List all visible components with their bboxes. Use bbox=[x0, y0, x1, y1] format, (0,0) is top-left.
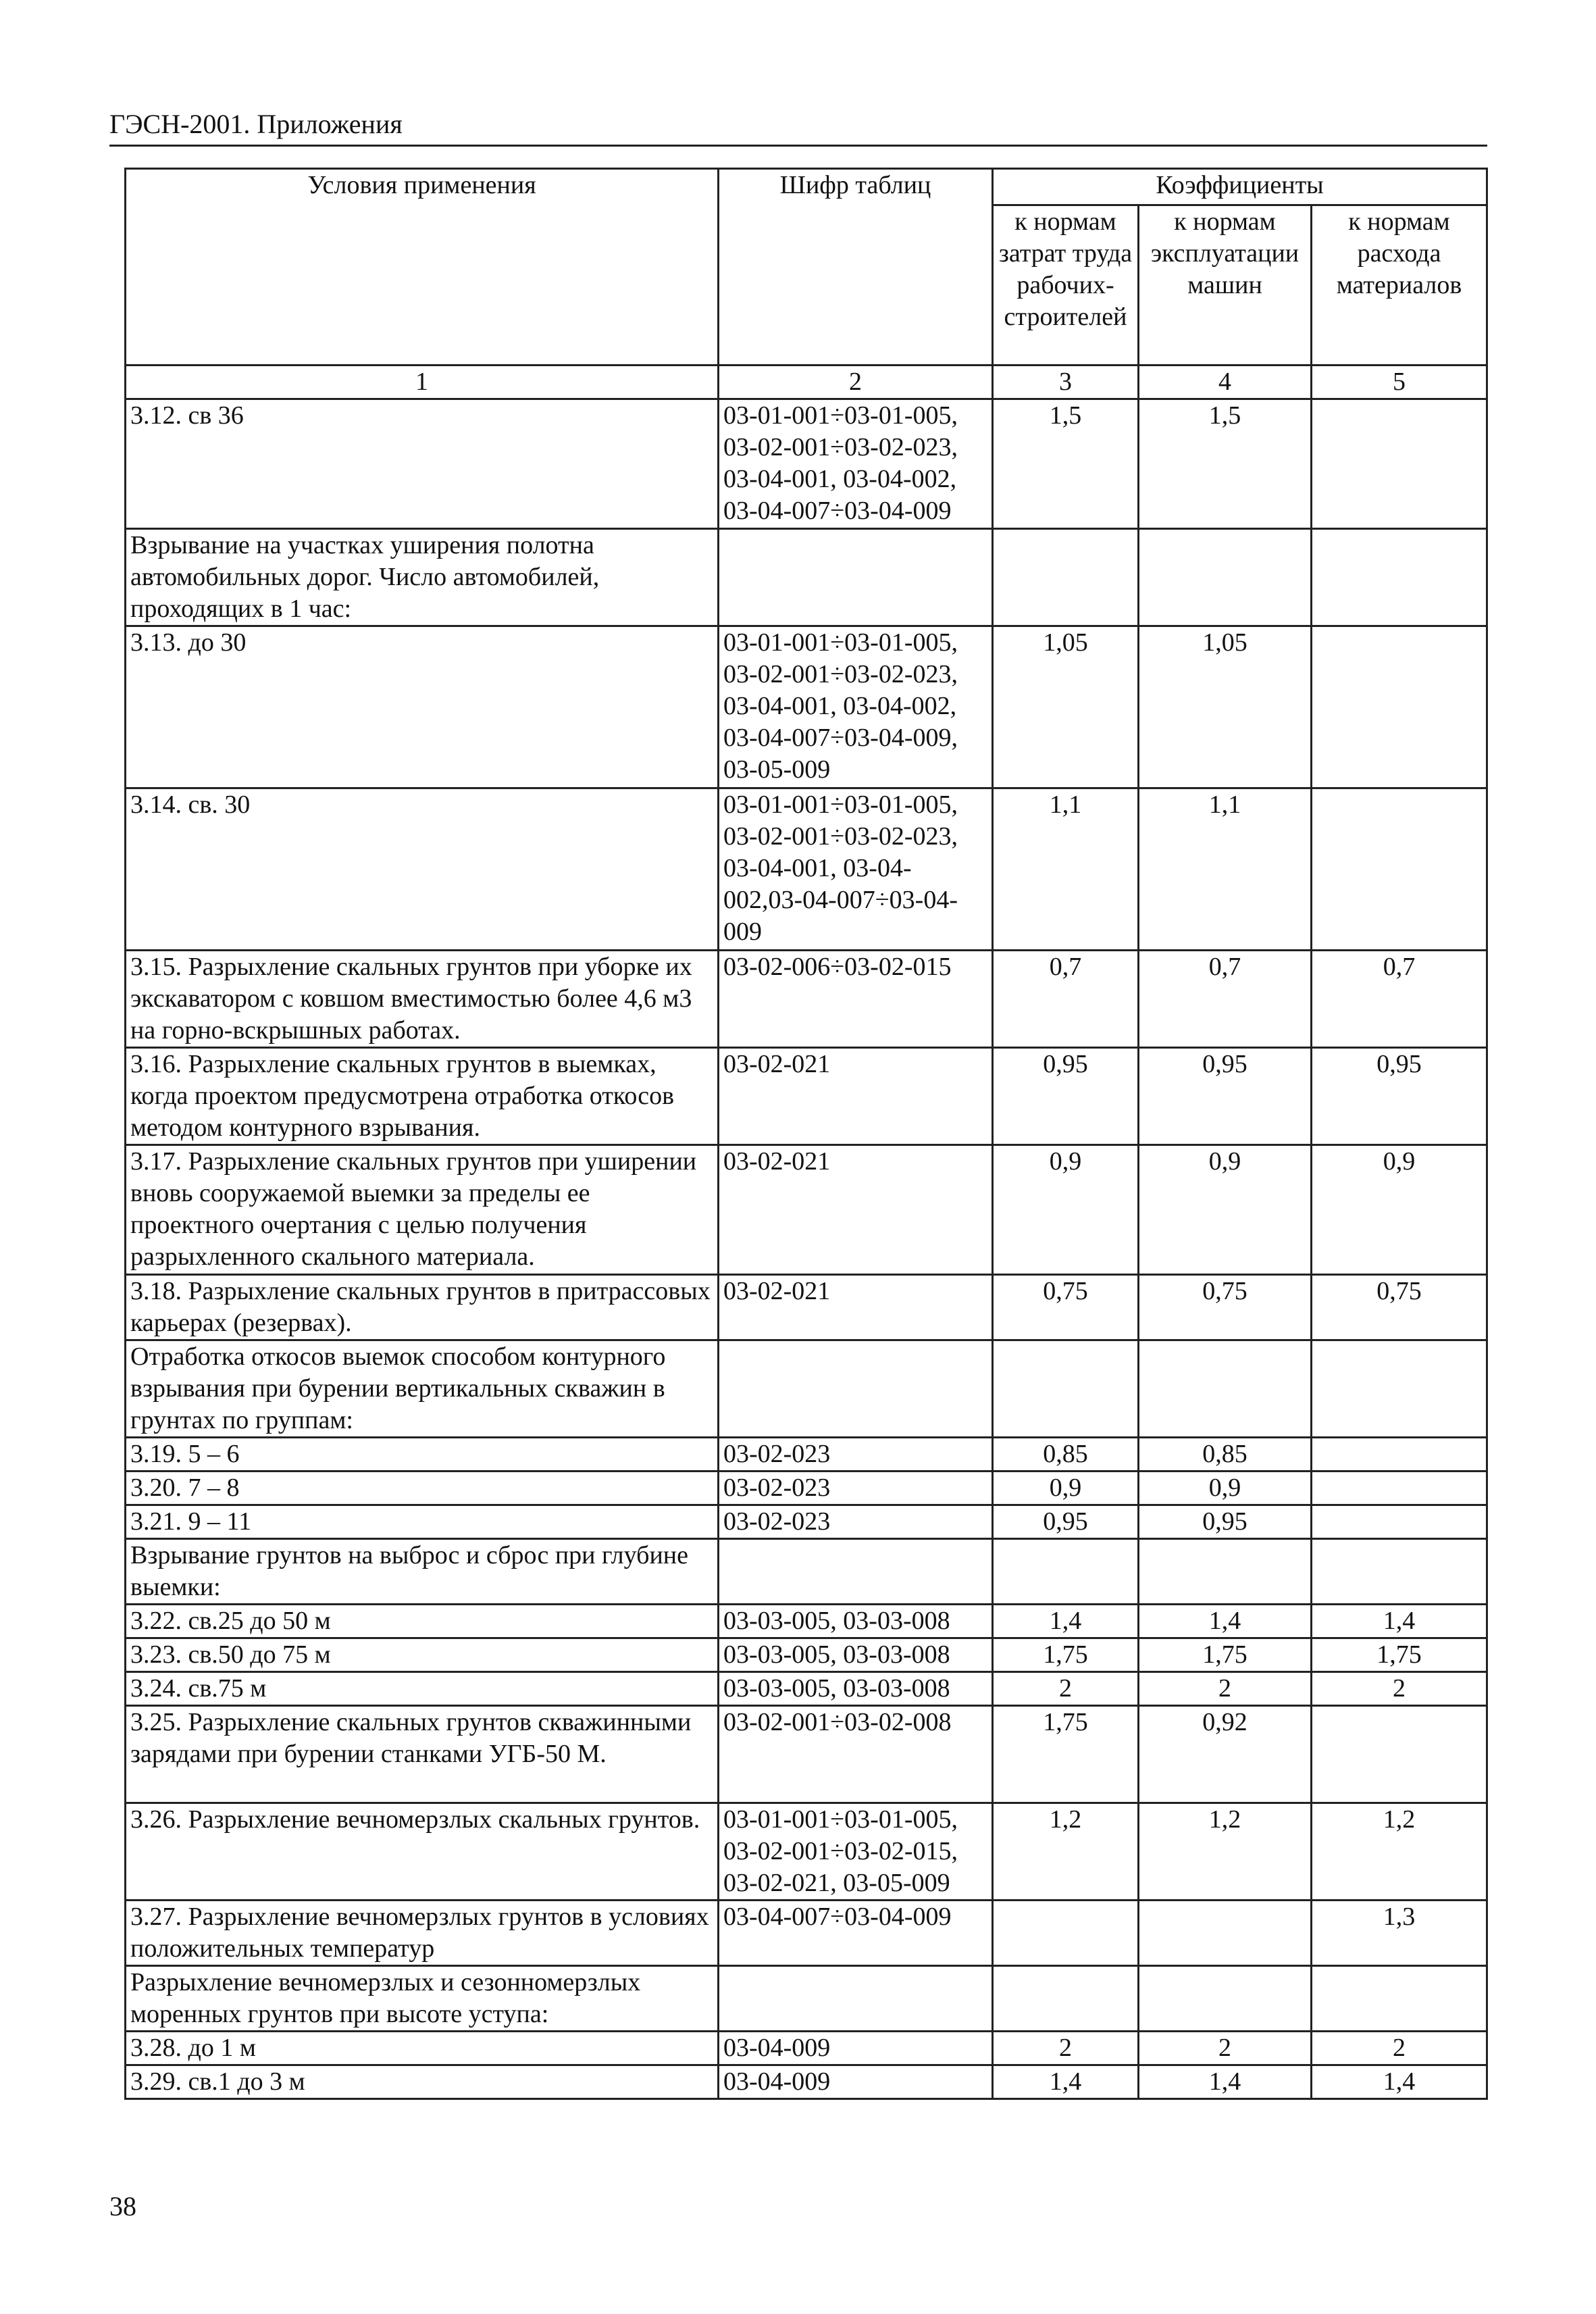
table-row bbox=[126, 1605, 1487, 1638]
row-condition: Отработка откосов выемок способом контурного взрывания при бурении вертикальных скважин в грунтах по группам: bbox=[126, 1340, 719, 1438]
row-table-code: 03-03-005, 03-03-008 bbox=[719, 1672, 993, 1706]
coefficients-table bbox=[124, 168, 1488, 2100]
row-condition: 3.15. Разрыхление скальных грунтов при уборке их экскаватором с ковшом вместимостью более 4,6 м3 на горно-вскрышных работах. bbox=[126, 951, 719, 1048]
header-rule bbox=[109, 145, 1487, 147]
row-coef-materials bbox=[1312, 626, 1487, 788]
header-num-5: 5 bbox=[1312, 366, 1487, 399]
row-coef-machines: 0,85 bbox=[1139, 1438, 1312, 1472]
row-coef-materials: 2 bbox=[1312, 2032, 1487, 2065]
row-coef-materials: 1,3 bbox=[1312, 1901, 1487, 1966]
row-coef-labor: 2 bbox=[993, 2032, 1139, 2065]
row-table-code: 03-04-009 bbox=[719, 2065, 993, 2099]
table-row bbox=[126, 1472, 1487, 1505]
row-condition: 3.21. 9 – 11 bbox=[126, 1505, 719, 1539]
row-condition: 3.18. Разрыхление скальных грунтов в притрассовых карьерах (резервах). bbox=[126, 1275, 719, 1340]
row-coef-labor: 0,95 bbox=[993, 1048, 1139, 1145]
row-coef-materials bbox=[1312, 1539, 1487, 1605]
row-coef-machines: 1,75 bbox=[1139, 1638, 1312, 1672]
row-coef-materials: 0,7 bbox=[1312, 951, 1487, 1048]
row-table-code: 03-02-021 bbox=[719, 1275, 993, 1340]
row-coef-materials bbox=[1312, 1472, 1487, 1505]
row-coef-machines: 0,7 bbox=[1139, 951, 1312, 1048]
row-table-code bbox=[719, 1966, 993, 2032]
row-table-code: 03-01-001÷03-01-005, 03-02-001÷03-02-023, 03-04-001, 03-04-002, 03-04-007÷03-04-009 bbox=[719, 399, 993, 529]
row-coef-machines bbox=[1139, 1901, 1312, 1966]
row-coef-machines: 0,95 bbox=[1139, 1505, 1312, 1539]
table-row bbox=[126, 1901, 1487, 1966]
row-condition: 3.20. 7 – 8 bbox=[126, 1472, 719, 1505]
row-coef-machines: 1,2 bbox=[1139, 1803, 1312, 1901]
row-coef-labor: 1,5 bbox=[993, 399, 1139, 529]
row-table-code: 03-02-001÷03-02-008 bbox=[719, 1706, 993, 1803]
row-coef-labor: 1,1 bbox=[993, 788, 1139, 951]
row-coef-labor: 1,75 bbox=[993, 1638, 1139, 1672]
page-number: 38 bbox=[109, 2191, 136, 2221]
row-condition: 3.14. св. 30 bbox=[126, 788, 719, 951]
row-coef-labor: 0,85 bbox=[993, 1438, 1139, 1472]
table-row bbox=[126, 788, 1487, 951]
table-row bbox=[126, 1048, 1487, 1145]
row-coef-machines: 1,4 bbox=[1139, 2065, 1312, 2099]
header-col5: к нормам расхода материалов bbox=[1312, 205, 1487, 366]
row-condition: 3.13. до 30 bbox=[126, 626, 719, 788]
row-table-code: 03-02-006÷03-02-015 bbox=[719, 951, 993, 1048]
table-row bbox=[126, 1539, 1487, 1605]
row-coef-materials: 1,4 bbox=[1312, 2065, 1487, 2099]
row-coef-materials bbox=[1312, 1706, 1487, 1803]
row-coef-labor: 0,7 bbox=[993, 951, 1139, 1048]
row-table-code: 03-01-001÷03-01-005, 03-02-001÷03-02-023, 03-04-001, 03-04-002, 03-04-007÷03-04-009, 03-05-009 bbox=[719, 626, 993, 788]
row-coef-labor: 1,05 bbox=[993, 626, 1139, 788]
row-coef-machines bbox=[1139, 1539, 1312, 1605]
row-condition: Разрыхление вечномерзлых и сезонномерзлых моренных грунтов при высоте уступа: bbox=[126, 1966, 719, 2032]
row-coef-labor bbox=[993, 1539, 1139, 1605]
row-condition: Взрывание на участках уширения полотна автомобильных дорог. Число автомобилей, проходящих в 1 час: bbox=[126, 529, 719, 626]
row-coef-materials bbox=[1312, 1340, 1487, 1438]
row-coef-materials bbox=[1312, 788, 1487, 951]
header-num-2: 2 bbox=[719, 366, 993, 399]
row-condition: 3.16. Разрыхление скальных грунтов в выемках, когда проектом предусмотрена отработка откосов методом контурного взрывания. bbox=[126, 1048, 719, 1145]
table-row bbox=[126, 1505, 1487, 1539]
row-coef-machines: 0,92 bbox=[1139, 1706, 1312, 1803]
row-condition: 3.25. Разрыхление скальных грунтов скважинными зарядами при бурении станками УГБ-50 М. bbox=[126, 1706, 719, 1803]
row-table-code: 03-03-005, 03-03-008 bbox=[719, 1638, 993, 1672]
row-coef-materials: 1,75 bbox=[1312, 1638, 1487, 1672]
table-row bbox=[126, 2032, 1487, 2065]
row-coef-machines: 0,9 bbox=[1139, 1145, 1312, 1275]
row-table-code: 03-02-021 bbox=[719, 1145, 993, 1275]
table-row bbox=[126, 399, 1487, 529]
table-row bbox=[126, 2065, 1487, 2099]
row-coef-labor: 1,4 bbox=[993, 2065, 1139, 2099]
row-coef-materials: 2 bbox=[1312, 1672, 1487, 1706]
row-coef-labor bbox=[993, 1901, 1139, 1966]
row-coef-materials: 1,2 bbox=[1312, 1803, 1487, 1901]
row-condition: 3.23. св.50 до 75 м bbox=[126, 1638, 719, 1672]
row-coef-materials bbox=[1312, 399, 1487, 529]
row-table-code: 03-04-009 bbox=[719, 2032, 993, 2065]
row-coef-machines: 1,5 bbox=[1139, 399, 1312, 529]
header-num-1: 1 bbox=[126, 366, 719, 399]
header-num-4: 4 bbox=[1139, 366, 1312, 399]
row-coef-materials bbox=[1312, 1505, 1487, 1539]
row-coef-materials: 1,4 bbox=[1312, 1605, 1487, 1638]
table-row bbox=[126, 1340, 1487, 1438]
row-condition: 3.17. Разрыхление скальных грунтов при уширении вновь сооружаемой выемки за пределы ее проектного очертания с целью получения разрыхленного скального материала. bbox=[126, 1145, 719, 1275]
row-table-code: 03-01-001÷03-01-005, 03-02-001÷03-02-023, 03-04-001, 03-04- 002,03-04-007÷03-04- 009 bbox=[719, 788, 993, 951]
row-coef-materials bbox=[1312, 1966, 1487, 2032]
row-coef-machines bbox=[1139, 529, 1312, 626]
row-coef-materials: 0,9 bbox=[1312, 1145, 1487, 1275]
row-condition: Взрывание грунтов на выброс и сброс при глубине выемки: bbox=[126, 1539, 719, 1605]
row-coef-labor: 1,2 bbox=[993, 1803, 1139, 1901]
table-row bbox=[126, 1638, 1487, 1672]
header-col4: к нормам эксплуатации машин bbox=[1139, 205, 1312, 366]
row-coef-labor: 0,9 bbox=[993, 1472, 1139, 1505]
row-coef-labor bbox=[993, 1340, 1139, 1438]
row-coef-machines: 2 bbox=[1139, 2032, 1312, 2065]
row-condition: 3.12. св 36 bbox=[126, 399, 719, 529]
row-coef-materials: 0,75 bbox=[1312, 1275, 1487, 1340]
table-row bbox=[126, 1145, 1487, 1275]
header-coefficients: Коэффициенты bbox=[993, 169, 1487, 205]
row-table-code bbox=[719, 529, 993, 626]
header-num-3: 3 bbox=[993, 366, 1139, 399]
header-code: Шифр таблиц bbox=[719, 169, 993, 366]
row-coef-machines: 0,9 bbox=[1139, 1472, 1312, 1505]
row-coef-machines: 1,05 bbox=[1139, 626, 1312, 788]
row-coef-labor: 0,75 bbox=[993, 1275, 1139, 1340]
page-header: ГЭСН-2001. Приложения bbox=[109, 109, 403, 139]
header-conditions: Условия применения bbox=[126, 169, 719, 366]
row-condition: 3.28. до 1 м bbox=[126, 2032, 719, 2065]
row-coef-machines: 1,1 bbox=[1139, 788, 1312, 951]
row-table-code: 03-04-007÷03-04-009 bbox=[719, 1901, 993, 1966]
table-row bbox=[126, 1672, 1487, 1706]
row-coef-materials bbox=[1312, 529, 1487, 626]
row-coef-machines bbox=[1139, 1966, 1312, 2032]
row-table-code bbox=[719, 1539, 993, 1605]
row-table-code: 03-02-023 bbox=[719, 1505, 993, 1539]
row-condition: 3.19. 5 – 6 bbox=[126, 1438, 719, 1472]
table-row bbox=[126, 1706, 1487, 1803]
row-table-code bbox=[719, 1340, 993, 1438]
row-coef-machines: 0,95 bbox=[1139, 1048, 1312, 1145]
row-coef-labor: 1,4 bbox=[993, 1605, 1139, 1638]
row-table-code: 03-02-021 bbox=[719, 1048, 993, 1145]
row-table-code: 03-01-001÷03-01-005, 03-02-001÷03-02-015, 03-02-021, 03-05-009 bbox=[719, 1803, 993, 1901]
table-row bbox=[126, 1438, 1487, 1472]
table-row bbox=[126, 951, 1487, 1048]
row-table-code: 03-03-005, 03-03-008 bbox=[719, 1605, 993, 1638]
row-condition: 3.24. св.75 м bbox=[126, 1672, 719, 1706]
row-table-code: 03-02-023 bbox=[719, 1438, 993, 1472]
row-coef-labor: 1,75 bbox=[993, 1706, 1139, 1803]
row-coef-machines bbox=[1139, 1340, 1312, 1438]
row-coef-machines: 0,75 bbox=[1139, 1275, 1312, 1340]
header-col3: к нормам затрат труда рабочих-строителей bbox=[993, 205, 1139, 366]
row-coef-labor: 2 bbox=[993, 1672, 1139, 1706]
row-condition: 3.22. св.25 до 50 м bbox=[126, 1605, 719, 1638]
row-condition: 3.26. Разрыхление вечномерзлых скальных грунтов. bbox=[126, 1803, 719, 1901]
row-table-code: 03-02-023 bbox=[719, 1472, 993, 1505]
table-row bbox=[126, 1803, 1487, 1901]
table-row bbox=[126, 529, 1487, 626]
row-coef-labor bbox=[993, 529, 1139, 626]
row-coef-machines: 2 bbox=[1139, 1672, 1312, 1706]
row-coef-materials: 0,95 bbox=[1312, 1048, 1487, 1145]
row-coef-labor: 0,9 bbox=[993, 1145, 1139, 1275]
row-coef-labor: 0,95 bbox=[993, 1505, 1139, 1539]
row-coef-labor bbox=[993, 1966, 1139, 2032]
row-coef-machines: 1,4 bbox=[1139, 1605, 1312, 1638]
row-condition: 3.29. св.1 до 3 м bbox=[126, 2065, 719, 2099]
row-coef-materials bbox=[1312, 1438, 1487, 1472]
table-row bbox=[126, 626, 1487, 788]
table-row bbox=[126, 1966, 1487, 2032]
row-condition: 3.27. Разрыхление вечномерзлых грунтов в условиях положительных температур bbox=[126, 1901, 719, 1966]
table-row bbox=[126, 1275, 1487, 1340]
